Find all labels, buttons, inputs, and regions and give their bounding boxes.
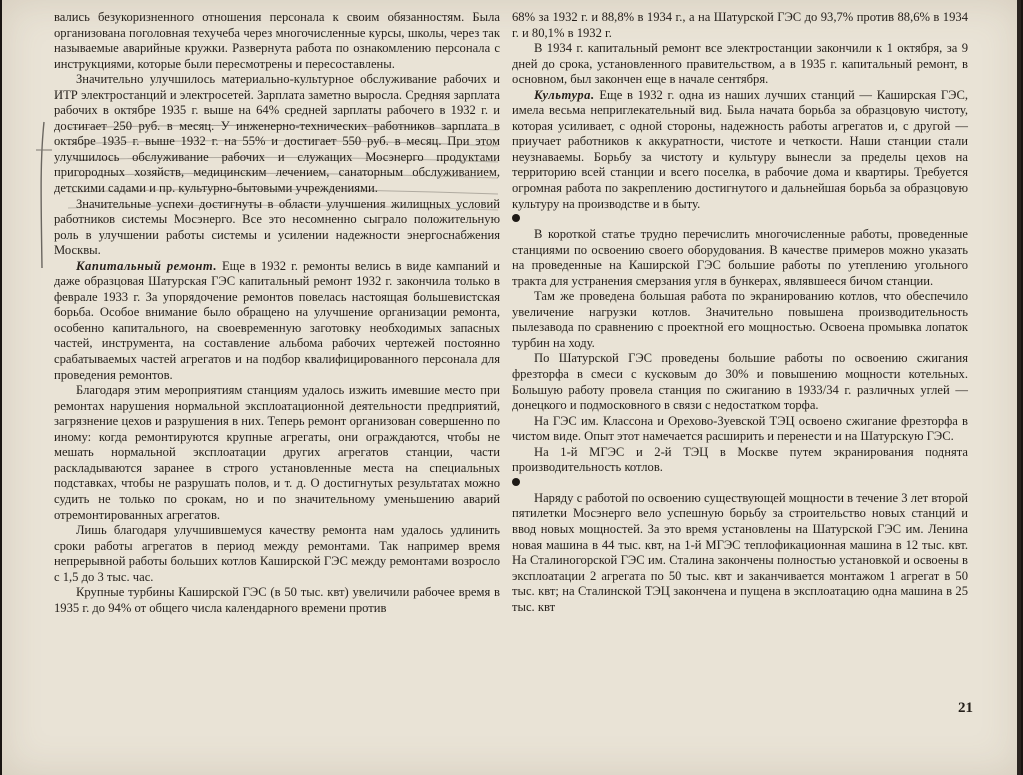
paragraph: Лишь благодаря улучшившемуся качеству ремонта нам удалось удлинить сроки работы агрегатов в период между ремонтами. Так например время непрерывной работы больших котлов Каширской ГЭС между ремонтами возросло с 1,5 до 3 тыс. час. xyxy=(54,523,500,584)
paragraph xyxy=(54,259,500,383)
section-bullet xyxy=(512,212,968,227)
paragraph: 68% за 1932 г. и 88,8% в 1934 г., а на Шатурской ГЭС до 93,7% против 88,6% в 1934 г. и 80,1% в 1932 г. xyxy=(512,10,968,40)
right-column xyxy=(512,10,968,615)
paragraph: вались безукоризненного отношения персонала к своим обязанностям. Была организована поголовная техучеба через многочисленные курсы, школы, через так называемые аварийные кружки. Развернута работа по ознакомлению персонала с инструкциями, которые были пересмотрены и пересоставлены. xyxy=(54,10,500,71)
paragraph: Наряду с работой по освоению существующей мощности в течение 3 лет второй пятилетки Мосэнерго вело успешную борьбу за строительство новых станций и ввод новых мощностей. За это время установлены на Шатурской ГЭС им. Ленина новая машина в 44 тыс. квт, на 1-й МГЭС теплофикационная машина в 12 тыс. квт. На Сталиногорской ГЭС им. Сталина закончены полностью установкой и освоены в эксплоатации 2 агрегата по 50 тыс. квт и заканчивается монтажом 1 агрегат в 50 тыс. квт; на Сталинской ТЭЦ закончена и пущена в эксплоатацию одна машина в 25 тыс. квт xyxy=(512,490,968,614)
paragraph: На ГЭС им. Классона и Орехово-Зуевской ТЭЦ освоено сжигание фрезторфа в чистом виде. Опыт этот намечается расширить и перенести и на Шатурскую ГЭС. xyxy=(512,413,968,444)
bullet-dot-icon xyxy=(512,478,520,486)
section-bullet xyxy=(512,476,968,491)
document-page xyxy=(2,0,1021,775)
paragraph-text: Еще в 1932 г. одна из наших лучших станций — Каширская ГЭС, имела весьма неприглекательный вид. Была начата борьба за образцовую чистоту, которая усиливает, с одной стороны, надежность работы агрегатов и, с другой — приучает работников к аккуратности, чистоте и четкости. Наши станции стали неузнаваемы. Борьбу за чистоту и культуру вынесли за пределы цехов на территорию всей станции и всего поселка, в рабочие дома и квартиры. Требуется огромная работа по закреплению достигнутого и дальнейшая борьба за образцовую культуру на производстве и в быту. xyxy=(512,87,968,211)
paragraph: Благодаря этим мероприятиям станциям удалось изжить имевшие место при ремонтах нарушения нормальной эксплоатационной деятельности предприятий, загрязнение цехов и разрушения в них. Теперь ремонт организован совершенно по иному: когда ремонтируются крупные агрегаты, они ограждаются, чтобы не мешать нормальной эксплоатации других агрегатов станции, части раскладываются заранее в строго установленные места на специальных подставках, чтобы не разрушать полов, и т. д. О достигнутых результатах можно судить не только по срокам, но и по значительному уменьшению аварий отремонтированных агрегатов. xyxy=(54,383,500,522)
pencil-margin-mark xyxy=(32,120,54,270)
paragraph: По Шатурской ГЭС проведены большие работы по освоению сжигания фрезторфа в смеси с кусковым до 30% и повышению мощности котельных. Большую работу провела станция по сжиганию в 1933/34 г. различных углей — донецкого и подмосковного в связи с недостатком торфа. xyxy=(512,351,968,413)
paragraph-text: Еще в 1932 г. ремонты велись в виде кампаний и даже образцовая Шатурская ГЭС капитальный ремонт 1932 г. закончила только в феврале 1933 г. За упорядочение ремонтов повелась настоящая большевистская борьба. Особое внимание было обращено на улучшение организации ремонта, особенно капитального, на своевременную заготовку необходимых запасных частей, инструмента, на составление альбома рабочих чертежей постоянно срабатываемых частей агрегатов и на подбор квалифицированного персонала для проведения ремонтов. xyxy=(54,258,500,382)
paragraph: В короткой статье трудно перечислить многочисленные работы, проведенные станциями по освоению своего оборудования. В качестве примеров можно указать на проведенные на Каширской ГЭС большие работы по утеплению угольного тракта для устранения смерзания угля в бункерах, являвшееся бичом станции. xyxy=(512,227,968,288)
bullet-dot-icon xyxy=(512,214,520,222)
left-column xyxy=(54,10,500,616)
paragraph: Там же проведена большая работа по экранированию котлов, что обеспечило увеличение нагрузки котлов. Значительно повышена производительность пылезавода по сравнению с проектной его мощностью. Освоена промывка лопаток турбин на ходу. xyxy=(512,289,968,350)
paragraph: Значительно улучшилось материально-культурное обслуживание рабочих и ИТР электростанций и электросетей. Зарплата заметно выросла. Средняя зарплата рабочих в октябре 1935 г. выше на 64% средней зарплаты рабочего в 1932 г. и достигает 250 руб. в месяц. У инженерно-технических работников зарплата в октябре 1935 г. выше 1932 г. на 55% и достигает 550 руб. в месяц. При этом улучшилось обслуживание рабочих и служащих Мосэнерго продуктами пригородных хозяйств, медицинским лечением, санаторным обслуживанием, детскими садами и пр. культурно-бытовыми учреждениями. xyxy=(54,72,500,196)
page-number: 21 xyxy=(958,700,973,716)
paragraph xyxy=(512,88,968,212)
paragraph: В 1934 г. капитальный ремонт все электростанции закончили к 1 октября, за 9 дней до срока, установленного правительством, а в 1935 г. капитальный ремонт, в основном, был закончен еще в начале сентября. xyxy=(512,41,968,87)
section-heading: Культура. xyxy=(534,87,595,102)
paragraph: Крупные турбины Каширской ГЭС (в 50 тыс. квт) увеличили рабочее время в 1935 г. до 94% от общего числа календарного времени против xyxy=(54,585,500,615)
paragraph: Значительные успехи достигнуты в области улучшения жилищных условий работников системы Мосэнерго. Все это несомненно сыграло положительную роль в улучшении работы системы и усилении надежности энергоснабжения Москвы. xyxy=(54,196,500,258)
paragraph: На 1-й МГЭС и 2-й ТЭЦ в Москве путем экранирования поднята производительность котлов. xyxy=(512,444,968,475)
section-heading: Капитальный ремонт. xyxy=(76,258,217,273)
